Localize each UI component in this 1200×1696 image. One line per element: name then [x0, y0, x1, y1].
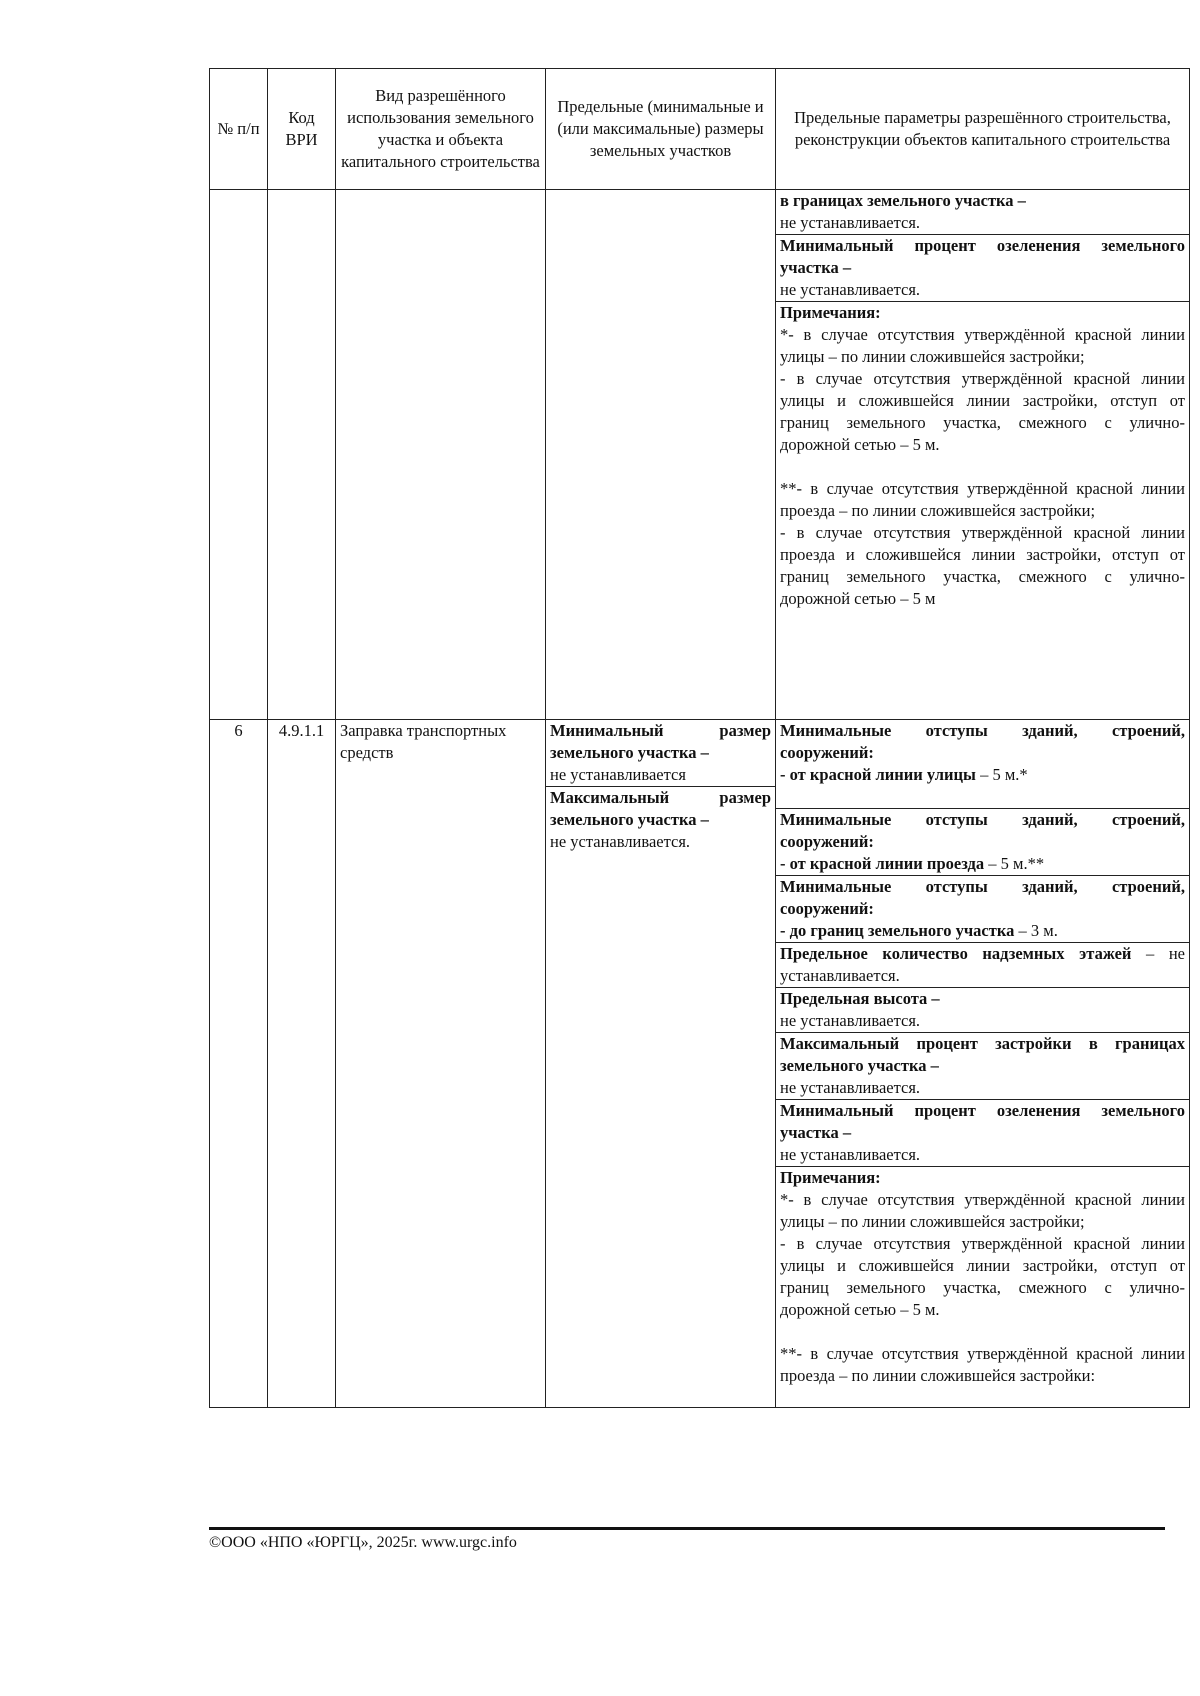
table-row	[210, 720, 1190, 1408]
row6-param-a: Минимальные отступы зданий, строений, сооружений: - от красной линии улицы – 5 м.*	[776, 720, 1189, 809]
notes-title: Примечания:	[780, 303, 881, 322]
cont-param-2: Минимальный процент озеленения земельного участка – не устанавливается.	[776, 235, 1189, 302]
row6-min-size: Минимальный размер земельного участка – не устанавливается	[546, 720, 775, 787]
row6-param-g: Минимальный процент озеленения земельного участка – не устанавливается.	[776, 1100, 1189, 1167]
row6-notes	[776, 1167, 1189, 1388]
note-3: **- в случае отсутствия утверждённой красной линии проезда – по линии сложившейся застройки;	[780, 479, 1185, 520]
table-row	[210, 190, 1190, 720]
note-2: - в случае отсутствия утверждённой красной линии улицы и сложившейся линии застройки, отступ от границ земельного участка, смежного с улично-дорожной сетью – 5 м.	[780, 369, 1185, 454]
cont-type-cell	[336, 190, 546, 720]
note-2: - в случае отсутствия утверждённой красной линии улицы и сложившейся линии застройки, отступ от границ земельного участка, смежного с улично-дорожной сетью – 5 м.	[780, 1234, 1185, 1319]
header-num: № п/п	[210, 69, 268, 190]
header-code: Код ВРИ	[268, 69, 336, 190]
row6-param-b: Минимальные отступы зданий, строений, сооружений: - от красной линии проезда – 5 м.**	[776, 809, 1189, 876]
row6-max-size: Максимальный размер земельного участка – не устанавливается.	[550, 788, 771, 851]
row6-params-cell	[776, 720, 1190, 1408]
header-params: Предельные параметры разрешённого строительства, реконструкции объектов капитального строительства	[776, 69, 1190, 190]
footer-divider	[209, 1527, 1165, 1530]
cont-param-1: в границах земельного участка – не устанавливается.	[776, 190, 1189, 235]
cont-params-cell	[776, 190, 1190, 720]
row6-param-e: Предельная высота – не устанавливается.	[776, 988, 1189, 1033]
note-4: - в случае отсутствия утверждённой красной линии проезда и сложившейся линии застройки, отступ от границ земельного участка, смежного с улично-дорожной сетью – 5 м	[780, 523, 1185, 608]
table-header-row	[210, 69, 1190, 190]
row6-num: 6	[210, 720, 268, 1408]
note-1: *- в случае отсутствия утверждённой красной линии улицы – по линии сложившейся застройки;	[780, 1190, 1185, 1231]
note-1: *- в случае отсутствия утверждённой красной линии улицы – по линии сложившейся застройки;	[780, 325, 1185, 366]
row6-param-f: Максимальный процент застройки в границах земельного участка – не устанавливается.	[776, 1033, 1189, 1100]
row6-code: 4.9.1.1	[268, 720, 336, 1408]
cont-sizes-cell	[546, 190, 776, 720]
note-3: **- в случае отсутствия утверждённой красной линии проезда – по линии сложившейся застройки:	[780, 1344, 1185, 1385]
row6-sizes-cell	[546, 720, 776, 1408]
cont-num-cell	[210, 190, 268, 720]
row6-param-d: Предельное количество надземных этажей – не устанавливается.	[776, 943, 1189, 988]
cont-code-cell	[268, 190, 336, 720]
row6-type: Заправка транспортных средств	[336, 720, 546, 1408]
notes-title: Примечания:	[780, 1168, 881, 1187]
header-type: Вид разрешённого использования земельного участка и объекта капитального строительства	[336, 69, 546, 190]
header-sizes: Предельные (минимальные и (или максимальные) размеры земельных участков	[546, 69, 776, 190]
regulations-table	[209, 68, 1190, 1408]
row6-param-c: Минимальные отступы зданий, строений, сооружений: - до границ земельного участка – 3 м.	[776, 876, 1189, 943]
cont-notes	[776, 302, 1189, 611]
page-footer: ©ООО «НПО «ЮРГЦ», 2025г. www.urgc.info	[209, 1534, 517, 1551]
cont-params-list	[776, 190, 1189, 610]
